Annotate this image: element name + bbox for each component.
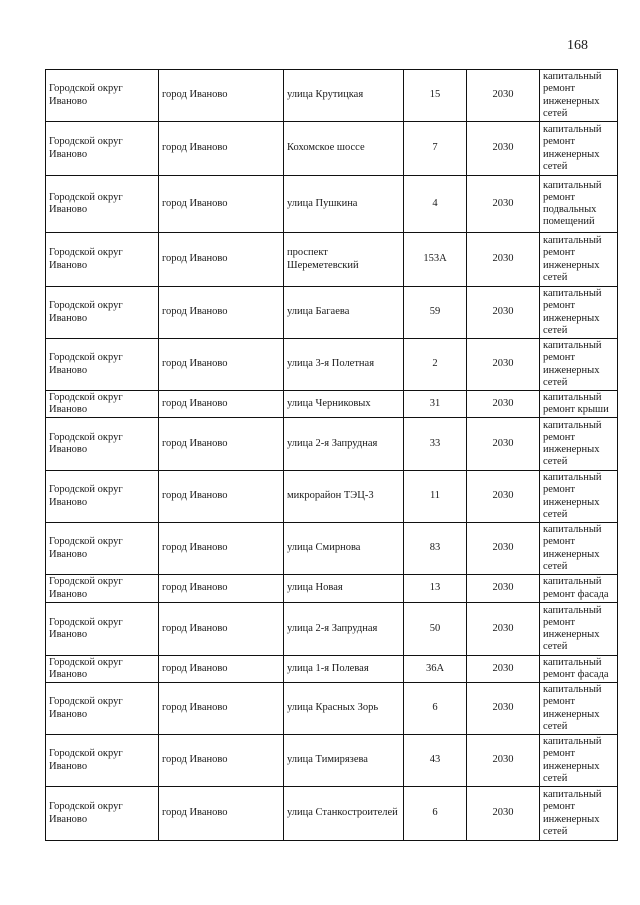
house-number-cell: 4 <box>404 176 467 233</box>
district-cell: Городской округ Иваново <box>46 287 159 339</box>
year-cell: 2030 <box>467 787 540 841</box>
city-cell: город Иваново <box>159 523 284 575</box>
table-row <box>46 176 618 233</box>
district-cell: Городской округ Иваново <box>46 575 159 603</box>
table-row <box>46 418 618 471</box>
house-number-cell: 13 <box>404 575 467 603</box>
year-cell: 2030 <box>467 70 540 122</box>
street-cell: улица Черниковых <box>284 391 404 418</box>
street-cell: улица 1-я Полевая <box>284 656 404 683</box>
city-cell: город Иваново <box>159 603 284 656</box>
street-cell: проспект Шереметевский <box>284 233 404 287</box>
year-cell: 2030 <box>467 735 540 787</box>
table-row <box>46 471 618 523</box>
work-type-cell: капитальный ремонт инженерных сетей <box>540 735 618 787</box>
work-type-cell: капитальный ремонт инженерных сетей <box>540 683 618 735</box>
table-row <box>46 683 618 735</box>
table-row <box>46 287 618 339</box>
year-cell: 2030 <box>467 603 540 656</box>
district-cell: Городской округ Иваново <box>46 603 159 656</box>
work-type-cell: капитальный ремонт инженерных сетей <box>540 418 618 471</box>
house-number-cell: 11 <box>404 471 467 523</box>
city-cell: город Иваново <box>159 575 284 603</box>
year-cell: 2030 <box>467 683 540 735</box>
street-cell: микрорайон ТЭЦ-3 <box>284 471 404 523</box>
street-cell: улица Крутицкая <box>284 70 404 122</box>
work-type-cell: капитальный ремонт фасада <box>540 575 618 603</box>
street-cell: улица Тимирязева <box>284 735 404 787</box>
city-cell: город Иваново <box>159 287 284 339</box>
house-number-cell: 50 <box>404 603 467 656</box>
year-cell: 2030 <box>467 656 540 683</box>
work-type-cell: капитальный ремонт инженерных сетей <box>540 233 618 287</box>
street-cell: улица Новая <box>284 575 404 603</box>
house-number-cell: 31 <box>404 391 467 418</box>
table-row <box>46 70 618 122</box>
district-cell: Городской округ Иваново <box>46 523 159 575</box>
year-cell: 2030 <box>467 471 540 523</box>
city-cell: город Иваново <box>159 787 284 841</box>
year-cell: 2030 <box>467 233 540 287</box>
house-number-cell: 36А <box>404 656 467 683</box>
street-cell: улица Красных Зорь <box>284 683 404 735</box>
house-number-cell: 153А <box>404 233 467 287</box>
work-type-cell: капитальный ремонт инженерных сетей <box>540 603 618 656</box>
house-number-cell: 83 <box>404 523 467 575</box>
district-cell: Городской округ Иваново <box>46 339 159 391</box>
district-cell: Городской округ Иваново <box>46 418 159 471</box>
house-number-cell: 2 <box>404 339 467 391</box>
house-number-cell: 6 <box>404 683 467 735</box>
city-cell: город Иваново <box>159 233 284 287</box>
year-cell: 2030 <box>467 523 540 575</box>
district-cell: Городской округ Иваново <box>46 471 159 523</box>
city-cell: город Иваново <box>159 735 284 787</box>
street-cell: улица 2-я Запрудная <box>284 418 404 471</box>
work-type-cell: капитальный ремонт инженерных сетей <box>540 287 618 339</box>
house-number-cell: 7 <box>404 122 467 176</box>
work-type-cell: капитальный ремонт инженерных сетей <box>540 122 618 176</box>
district-cell: Городской округ Иваново <box>46 735 159 787</box>
city-cell: город Иваново <box>159 656 284 683</box>
street-cell: улица 3-я Полетная <box>284 339 404 391</box>
table-row <box>46 122 618 176</box>
page-number: 168 <box>567 38 588 53</box>
table-row <box>46 735 618 787</box>
district-cell: Городской округ Иваново <box>46 122 159 176</box>
district-cell: Городской округ Иваново <box>46 176 159 233</box>
work-type-cell: капитальный ремонт инженерных сетей <box>540 339 618 391</box>
year-cell: 2030 <box>467 418 540 471</box>
district-cell: Городской округ Иваново <box>46 683 159 735</box>
table-row <box>46 233 618 287</box>
work-type-cell: капитальный ремонт инженерных сетей <box>540 787 618 841</box>
table-row <box>46 391 618 418</box>
year-cell: 2030 <box>467 575 540 603</box>
house-number-cell: 6 <box>404 787 467 841</box>
year-cell: 2030 <box>467 287 540 339</box>
city-cell: город Иваново <box>159 122 284 176</box>
city-cell: город Иваново <box>159 471 284 523</box>
street-cell: улица Станкостроителей <box>284 787 404 841</box>
table-row <box>46 787 618 841</box>
table-row <box>46 339 618 391</box>
registry-table-body <box>46 70 618 841</box>
house-number-cell: 59 <box>404 287 467 339</box>
table-row <box>46 603 618 656</box>
city-cell: город Иваново <box>159 683 284 735</box>
year-cell: 2030 <box>467 339 540 391</box>
city-cell: город Иваново <box>159 70 284 122</box>
district-cell: Городской округ Иваново <box>46 656 159 683</box>
work-type-cell: капитальный ремонт инженерных сетей <box>540 70 618 122</box>
district-cell: Городской округ Иваново <box>46 787 159 841</box>
house-number-cell: 33 <box>404 418 467 471</box>
table-row <box>46 575 618 603</box>
house-number-cell: 15 <box>404 70 467 122</box>
year-cell: 2030 <box>467 391 540 418</box>
street-cell: Кохомское шоссе <box>284 122 404 176</box>
work-type-cell: капитальный ремонт подвальных помещений <box>540 176 618 233</box>
table-row <box>46 656 618 683</box>
city-cell: город Иваново <box>159 391 284 418</box>
street-cell: улица Пушкина <box>284 176 404 233</box>
house-number-cell: 43 <box>404 735 467 787</box>
table-row <box>46 523 618 575</box>
city-cell: город Иваново <box>159 339 284 391</box>
street-cell: улица Багаева <box>284 287 404 339</box>
street-cell: улица Смирнова <box>284 523 404 575</box>
year-cell: 2030 <box>467 176 540 233</box>
work-type-cell: капитальный ремонт инженерных сетей <box>540 523 618 575</box>
city-cell: город Иваново <box>159 176 284 233</box>
work-type-cell: капитальный ремонт инженерных сетей <box>540 471 618 523</box>
year-cell: 2030 <box>467 122 540 176</box>
street-cell: улица 2-я Запрудная <box>284 603 404 656</box>
registry-table <box>45 69 618 841</box>
district-cell: Городской округ Иваново <box>46 70 159 122</box>
district-cell: Городской округ Иваново <box>46 391 159 418</box>
city-cell: город Иваново <box>159 418 284 471</box>
work-type-cell: капитальный ремонт фасада <box>540 656 618 683</box>
work-type-cell: капитальный ремонт крыши <box>540 391 618 418</box>
district-cell: Городской округ Иваново <box>46 233 159 287</box>
